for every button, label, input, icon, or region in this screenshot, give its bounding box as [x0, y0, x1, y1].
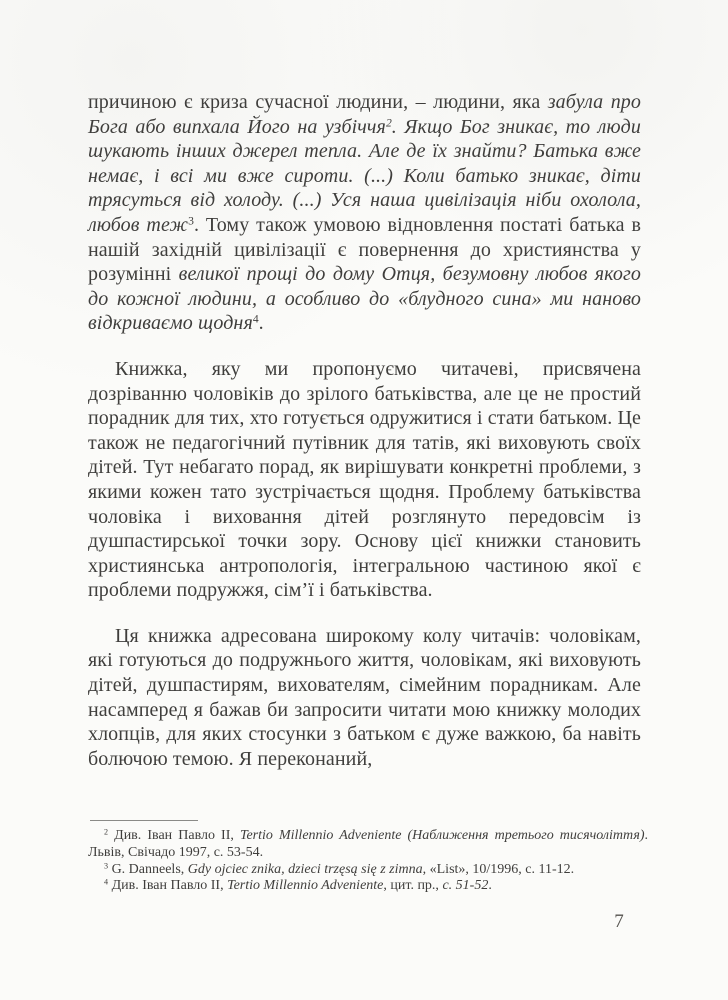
footnote-list — [88, 828, 648, 895]
footnote-reference: 4 — [252, 312, 259, 326]
body-paragraphs — [88, 90, 641, 771]
body-paragraph-3 — [88, 624, 641, 772]
text-run: Див. Іван Павло II, — [108, 878, 228, 894]
text-run: , цит. пр., — [383, 878, 443, 894]
page-body — [88, 90, 641, 771]
text-run: Gdy ojciec znika, dzieci trzęsą się z zimna — [187, 861, 423, 877]
text-run: . — [488, 878, 492, 894]
text-run: . Львів, Свічадо 1997, с. 53-54. — [88, 828, 648, 860]
footnote-block — [88, 820, 648, 895]
text-run: Tertio Millennio Adveniente (Наближення третього тисячоліття) — [239, 828, 645, 843]
footnote-separator — [90, 820, 198, 821]
footnote-marker: 4 — [104, 877, 109, 887]
footnote-2 — [88, 828, 648, 862]
footnote-marker: 3 — [104, 861, 109, 871]
text-run: Книжка, яку ми пропонуємо читачеві, присвячена дозріванню чоловіків до зрілого батьківства, але це не простий порадник для тих, хто готується одружитися і стати батьком. Це також не педагогічний путівник для татів, які виховують своїх дітей. Тут небагато порад, як вирішувати конкретні проблеми, з якими кожен тато зустрічається щодня. Проблему батьківства чоловіка і виховання дітей розглянуто передовсім із душпастирської точки зору. Основу цієї книжки становить християнська антропологія, інтегральною частиною якої є проблеми подружжя, сім’ї і батьківства. — [88, 357, 641, 602]
text-run: . Тому також умовою відновлення постаті батька в нашій західній цивілізації є повернення до християнства у розумінні — [88, 213, 641, 286]
text-run: G. Danneels, — [108, 861, 188, 877]
text-run: Див. Іван Павло II, — [108, 828, 240, 843]
text-run: причиною є криза сучасної людини, – людини, яка — [88, 91, 548, 113]
footnote-reference: 2 — [385, 116, 392, 130]
text-run: , «List», 10/1996, с. 11-12. — [422, 861, 575, 877]
body-paragraph-2 — [88, 357, 641, 603]
text-run: великої прощі до дому Отця, безумовну любов якого до кожної людини, а особливо до «блудного сина» ми наново відкриваємо щодня — [88, 263, 641, 335]
text-run: с. 51-52 — [442, 878, 489, 894]
body-paragraph-1 — [88, 90, 641, 336]
text-run: . Якщо Бог зникає, то люди шукають інших джерел тепла. Але де їх знайти? Батька вже немає, і всі ми вже сироти. (...) Коли батько зникає, діти трясуться від холоду. (...) Уся наша цивілізація ніби охолола, любов теж — [88, 115, 641, 236]
text-run: забула про Бога або випхала Його на узбіччя — [88, 91, 642, 138]
footnote-3 — [88, 862, 648, 879]
page-number: 7 — [614, 911, 624, 932]
text-run: . — [258, 312, 264, 335]
footnote-4 — [88, 878, 648, 895]
text-run: Tertio Millennio Adveniente — [227, 878, 384, 894]
text-run: Ця книжка адресована широкому колу читачів: чоловікам, які готуються до подружнього життя, чоловікам, які виховують дітей, душпастирям, вихователям, сімейним порадникам. Але насамперед я бажав би запросити читати мою книжку молодих хлопців, для яких стосунки з батьком є дуже важкою, ба навіть болючою темою. Я переконаний, — [88, 624, 641, 770]
footnote-marker: 2 — [104, 827, 109, 837]
footnote-reference: 3 — [188, 214, 194, 228]
